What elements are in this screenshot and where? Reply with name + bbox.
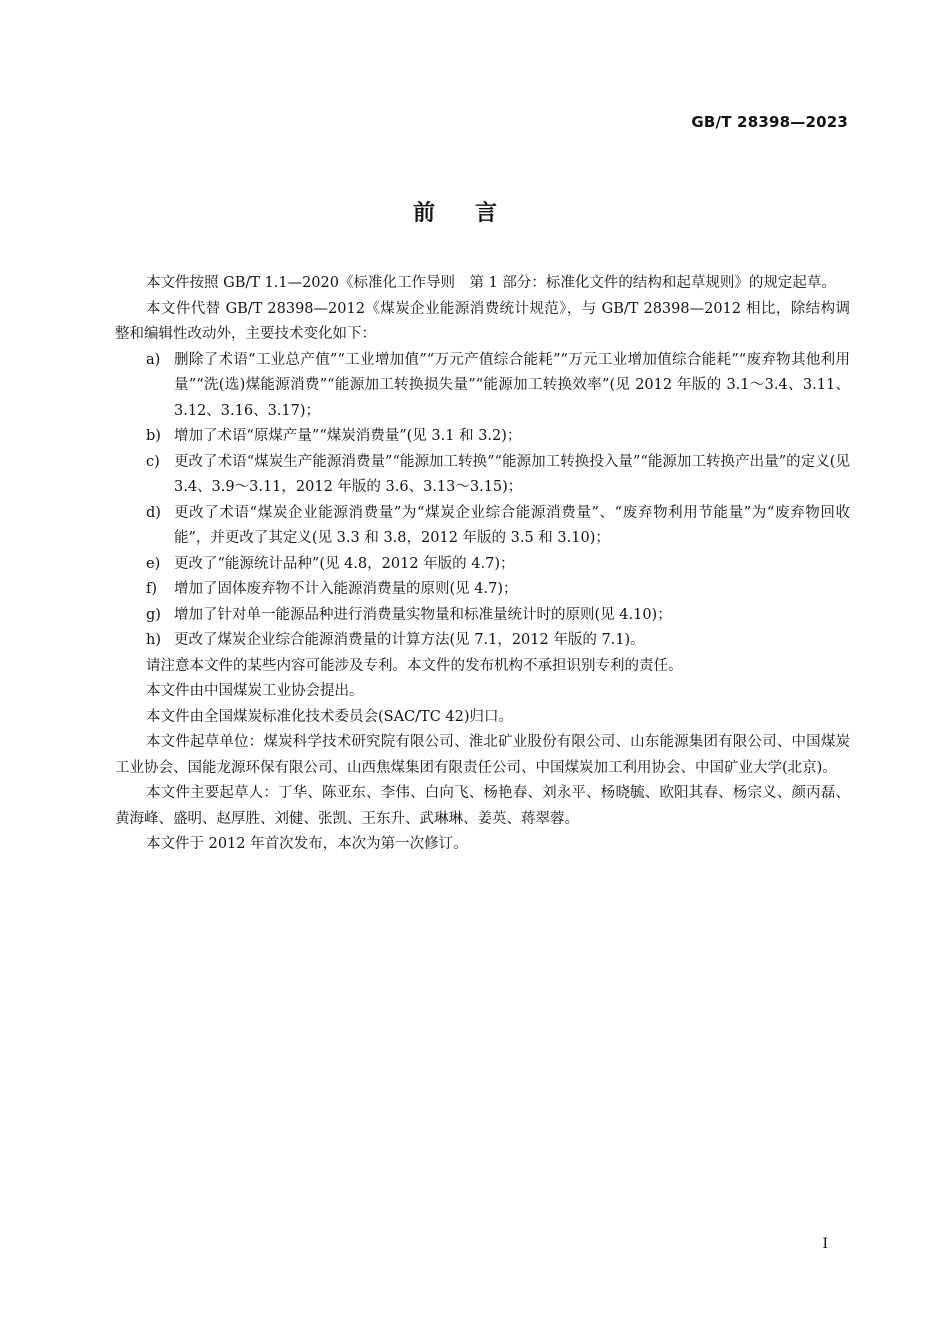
list-item	[115, 450, 850, 501]
list-item-text: 更改了术语“煤炭生产能源消费量”“能源加工转换”“能源加工转换投入量”“能源加工转换产出量”的定义(见 3.4、3.9～3.11，2012 年版的 3.6、3.13～3.15)；	[174, 453, 850, 495]
list-item-text: 更改了煤炭企业综合能源消费量的计算方法(见 7.1，2012 年版的 7.1)。	[174, 632, 645, 648]
list-item	[115, 552, 850, 578]
list-item-text: 更改了术语“煤炭企业能源消费量”为“煤炭企业综合能源消费量”、“废弃物利用节能量”为“废弃物回收能”，并更改了其定义(见 3.3 和 3.8，2012 年版的 3.5 和 3.10)；	[174, 504, 850, 546]
list-item-label: c)	[146, 453, 160, 470]
list-item	[115, 577, 850, 603]
document-number: GB/T 28398—2023	[691, 113, 848, 131]
paragraph-drafters: 本文件主要起草人：丁华、陈亚东、李伟、白向飞、杨艳春、刘永平、杨晓毓、欧阳其春、杨宗义、颜丙磊、黄海峰、盛明、赵厚胜、刘健、张凯、王东升、武琳琳、姜英、蒋翠蓉。	[115, 785, 850, 827]
page-title: 前言	[412, 201, 537, 226]
paragraph-patent-notice: 请注意本文件的某些内容可能涉及专利。本文件的发布机构不承担识别专利的责任。	[146, 657, 683, 674]
paragraph-publication-history: 本文件于 2012 年首次发布，本次为第一次修订。	[146, 836, 468, 852]
paragraph-proposer: 本文件由中国煤炭工业协会提出。	[146, 683, 364, 699]
list-item-label: b)	[146, 428, 161, 444]
paragraph-replacement: 本文件代替 GB/T 28398—2012《煤炭企业能源消费统计规范》，与 GB/T 28398—2012 相比，除结构调整和编辑性改动外，主要技术变化如下：	[115, 300, 850, 342]
list-item-label: g)	[146, 606, 161, 623]
list-item	[115, 424, 850, 450]
paragraph-drafting-units: 本文件起草单位：煤炭科学技术研究院有限公司、淮北矿业股份有限公司、山东能源集团有限公司、中国煤炭工业协会、国能龙源环保有限公司、山西焦煤集团有限责任公司、中国煤炭加工利用协会、中国矿业大学(北京)。	[115, 734, 850, 776]
list-item	[115, 348, 850, 425]
list-item-text: 增加了术语“原煤产量”“煤炭消费量”(见 3.1 和 3.2)；	[174, 428, 522, 444]
list-item	[115, 501, 850, 552]
list-item-text: 增加了固体废弃物不计入能源消费量的原则(见 4.7)；	[174, 581, 518, 597]
paragraph-committee: 本文件由全国煤炭标准化技术委员会(SAC/TC 42)归口。	[146, 708, 514, 725]
list-item-text: 增加了针对单一能源品种进行消费量实物量和标准量统计时的原则(见 4.10)；	[174, 606, 672, 623]
list-item	[115, 603, 850, 629]
list-item-label: f)	[146, 581, 158, 597]
paragraph-drafting-rules: 本文件按照 GB/T 1.1—2020《标准化工作导则 第 1 部分：标准化文件的结构和起草规则》的规定起草。	[146, 275, 836, 291]
list-item-label: a)	[146, 351, 161, 368]
list-item-label: e)	[146, 555, 161, 572]
page-number: I	[822, 1236, 828, 1252]
list-item-text: 删除了术语“工业总产值”“工业增加值”“万元产值综合能耗”“万元工业增加值综合能耗”“废弃物其他利用量”“洗(选)煤能源消费”“能源加工转换损失量”“能源加工转换效率”(见 2012 年版的 3.1～3.4、3.11、3.12、3.16、3.17)；	[174, 351, 850, 419]
technical-changes-list	[115, 348, 850, 654]
list-item-label: h)	[146, 632, 161, 648]
list-item-label: d)	[146, 504, 161, 521]
list-item-text: 更改了“能源统计品种”(见 4.8，2012 年版的 4.7)；	[174, 555, 515, 572]
list-item	[115, 628, 850, 654]
foreword-body	[115, 271, 850, 858]
